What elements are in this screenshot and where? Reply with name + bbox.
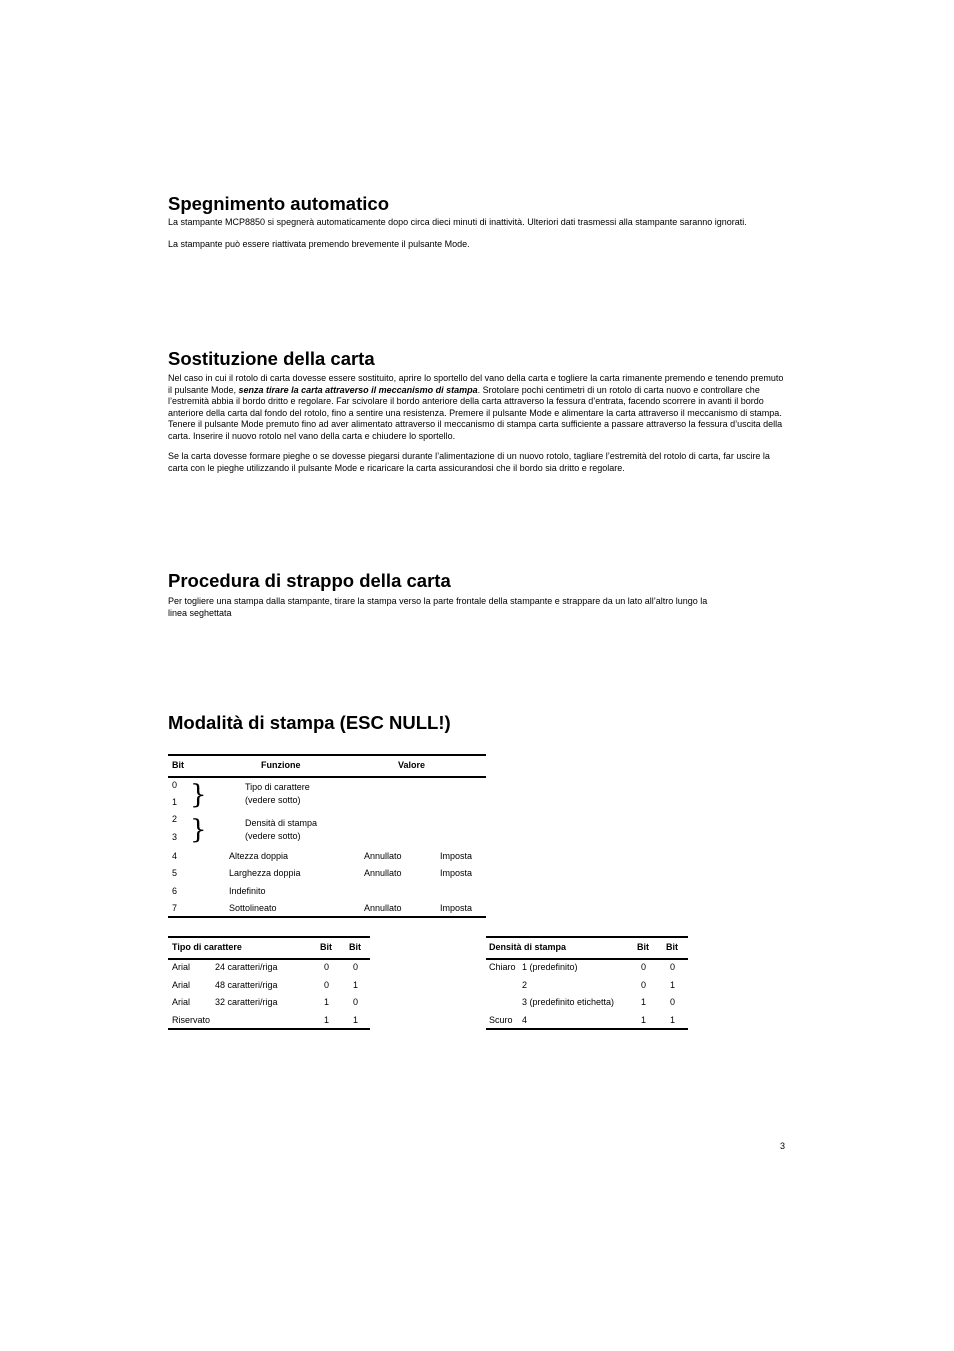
brace-icon: } bbox=[190, 780, 207, 810]
value-cell: Annullato bbox=[364, 903, 402, 913]
bit-cell: 4 bbox=[172, 851, 178, 861]
bit-value-cell: 0 bbox=[353, 962, 359, 972]
density-desc-cell: 3 (predefinito etichetta) bbox=[522, 997, 615, 1007]
value-cell: Annullato bbox=[364, 851, 402, 861]
table-rule bbox=[168, 776, 486, 778]
bit-value-cell: 1 bbox=[670, 980, 676, 990]
font-desc-cell: 48 caratteri/riga bbox=[215, 980, 278, 990]
header-bit: Bit bbox=[349, 942, 361, 952]
page-number: 3 bbox=[780, 1141, 786, 1151]
density-desc-cell: 4 bbox=[522, 1015, 528, 1025]
function-cell: Larghezza doppia bbox=[229, 868, 301, 878]
font-name-cell: Riservato bbox=[172, 1015, 211, 1025]
header-densita: Densità di stampa bbox=[489, 942, 567, 952]
density-name-cell: Chiaro bbox=[489, 962, 516, 972]
bit-value-cell: 0 bbox=[324, 962, 330, 972]
bit-cell: 0 bbox=[172, 780, 178, 790]
bit-value-cell: 0 bbox=[670, 997, 676, 1007]
heading-modalita: Modalità di stampa (ESC NULL!) bbox=[168, 712, 451, 733]
brace-icon: } bbox=[190, 815, 207, 845]
heading-spegnimento: Spegnimento automatico bbox=[168, 193, 389, 214]
bit-cell: 1 bbox=[172, 797, 178, 807]
function-cell: Altezza doppia bbox=[229, 851, 289, 861]
density-desc-cell: 2 bbox=[522, 980, 528, 990]
header-valore: Valore bbox=[398, 760, 426, 770]
bit-value-cell: 1 bbox=[353, 1015, 359, 1025]
function-cell: Indefinito bbox=[229, 886, 266, 896]
bit-cell: 7 bbox=[172, 903, 178, 913]
bit-value-cell: 1 bbox=[641, 997, 647, 1007]
bit-cell: 2 bbox=[172, 814, 178, 824]
value-cell: Imposta bbox=[440, 851, 473, 861]
header-bit: Bit bbox=[320, 942, 332, 952]
font-name-cell: Arial bbox=[172, 997, 191, 1007]
bit-value-cell: 1 bbox=[324, 997, 330, 1007]
table-rule bbox=[168, 1028, 370, 1030]
paragraph-strappo-line2: linea seghettata bbox=[168, 608, 232, 618]
heading-sostituzione: Sostituzione della carta bbox=[168, 348, 375, 369]
table-rule bbox=[486, 958, 688, 960]
emphasis-text: senza tirare la carta attraverso il meccanismo di stampa bbox=[238, 384, 478, 395]
header-bit: Bit bbox=[637, 942, 649, 952]
function-cell: Tipo di carattere bbox=[245, 782, 310, 792]
function-cell: (vedere sotto) bbox=[245, 795, 301, 805]
bit-value-cell: 0 bbox=[641, 980, 647, 990]
function-cell: Densità di stampa bbox=[245, 818, 318, 828]
bit-value-cell: 0 bbox=[670, 962, 676, 972]
bit-value-cell: 1 bbox=[324, 1015, 330, 1025]
value-cell: Annullato bbox=[364, 868, 402, 878]
bit-value-cell: 0 bbox=[324, 980, 330, 990]
paragraph-text: . Srotolare pochi centimetri di un rotolo di carta nuovo e controllare che l’estremità abbia il bordo dritto e regolare. Far scivolare il bordo anteriore della carta attraverso la fessura d’entrata, facendo scorrere in avanti il bordo anteriore della carta dal fondo del rotolo, fino a sentire una resistenza. Premere il pulsante Mode e alimentare la carta attraverso il meccanismo di stampa. Tenere il pulsante Mode premuto fino ad aver alimentato attraverso il meccanismo di stampa carta sufficiente a passare attraverso la fessura d’uscita della carta. Inserire il nuovo rotolo nel vano della carta e chiudere lo sportello. bbox=[168, 384, 783, 441]
bit-cell: 3 bbox=[172, 832, 178, 842]
bit-value-cell: 0 bbox=[641, 962, 647, 972]
font-desc-cell: 24 caratteri/riga bbox=[215, 962, 278, 972]
paragraph-sostituzione-1 bbox=[168, 373, 786, 442]
density-desc-cell: 1 (predefinito) bbox=[522, 962, 578, 972]
font-name-cell: Arial bbox=[172, 980, 191, 990]
header-tipo: Tipo di carattere bbox=[172, 942, 242, 952]
header-bit: Bit bbox=[666, 942, 678, 952]
table-rule bbox=[168, 754, 486, 756]
bit-cell: 6 bbox=[172, 886, 178, 896]
heading-strappo: Procedura di strappo della carta bbox=[168, 570, 451, 591]
table-rule bbox=[486, 1028, 688, 1030]
value-cell: Imposta bbox=[440, 903, 473, 913]
table-rule bbox=[168, 958, 370, 960]
function-cell: (vedere sotto) bbox=[245, 831, 301, 841]
paragraph-spegnimento-1: La stampante MCP8850 si spegnerà automaticamente dopo circa dieci minuti di inattività. Ulteriori dati trasmessi alla stampante saranno ignorati. bbox=[168, 217, 747, 227]
table-rule bbox=[168, 916, 486, 918]
table-rule bbox=[486, 936, 688, 938]
font-desc-cell: 32 caratteri/riga bbox=[215, 997, 278, 1007]
paragraph-strappo-line1: Per togliere una stampa dalla stampante, tirare la stampa verso la parte frontale della stampante e strappare da un lato all’altro lungo la bbox=[168, 596, 708, 606]
bit-value-cell: 1 bbox=[670, 1015, 676, 1025]
paragraph-sostituzione-2: Se la carta dovesse formare pieghe o se dovesse piegarsi durante l’alimentazione di un nuovo rotolo, tagliare l’estremità del rotolo di carta, far uscire la carta con le pieghe utilizzando il pulsante Mode e ricaricare la carta assicurandosi che il bordo sia dritto e regolare. bbox=[168, 451, 770, 473]
bit-value-cell: 0 bbox=[353, 997, 359, 1007]
function-cell: Sottolineato bbox=[229, 903, 277, 913]
header-bit: Bit bbox=[172, 760, 184, 770]
bit-value-cell: 1 bbox=[641, 1015, 647, 1025]
font-name-cell: Arial bbox=[172, 962, 191, 972]
table-rule bbox=[168, 936, 370, 938]
density-name-cell: Scuro bbox=[489, 1015, 513, 1025]
paragraph-spegnimento-2: La stampante può essere riattivata premendo brevemente il pulsante Mode. bbox=[168, 239, 470, 249]
paragraph-text: Nel caso in cui il rotolo di carta dovesse essere sostituito, aprire lo sportello del vano della carta e togliere la carta rimanente premendo e tenendo premuto il pulsante Mode, bbox=[168, 373, 784, 395]
bit-value-cell: 1 bbox=[353, 980, 359, 990]
value-cell: Imposta bbox=[440, 868, 473, 878]
bit-cell: 5 bbox=[172, 868, 178, 878]
header-funzione: Funzione bbox=[261, 760, 301, 770]
